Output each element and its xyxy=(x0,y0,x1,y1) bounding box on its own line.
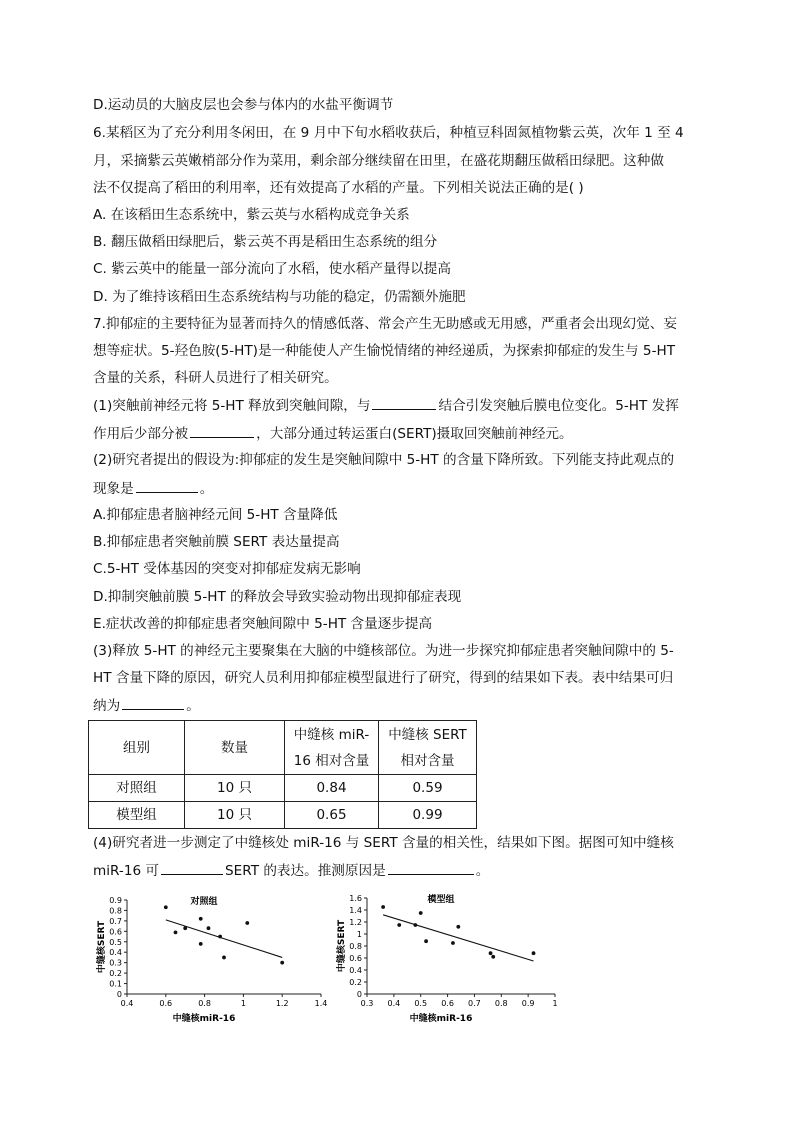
table-cell: 10 只 xyxy=(185,802,285,829)
y-tick-label: 1.6 xyxy=(349,894,362,903)
model-group-scatter xyxy=(335,886,565,1026)
x-tick-label: 0.6 xyxy=(441,999,454,1008)
x-tick-label: 0.7 xyxy=(468,999,481,1008)
q6-option-a: A. 在该稻田生态系统中，紫云英与水稻构成竞争关系 xyxy=(93,207,410,223)
table-cell: 10 只 xyxy=(185,775,285,802)
table-cell: 0.65 xyxy=(285,802,379,829)
q7-part4-line2: miR-16 可 SERT 的表达。推测原因是 。 xyxy=(93,860,489,881)
chart-title: 模型组 xyxy=(427,895,455,905)
x-tick-label: 0.3 xyxy=(360,999,374,1008)
table-cell: 模型组 xyxy=(89,802,185,829)
x-tick-label: 0.8 xyxy=(494,999,508,1008)
table-cell: 0.99 xyxy=(379,802,477,829)
data-point xyxy=(532,951,536,955)
y-tick-label: 0.2 xyxy=(109,969,122,979)
data-point xyxy=(218,935,222,939)
data-point xyxy=(424,939,428,943)
trend-line xyxy=(383,915,533,961)
header-sert: 中缝核 SERT 相对含量 xyxy=(379,721,477,775)
q6-stem-3: 法不仅提高了稻田的利用率，还有效提高了水稻的产量。下列相关说法正确的是( ) xyxy=(93,180,584,196)
x-tick-label: 1.4 xyxy=(314,999,328,1008)
trend-line xyxy=(166,920,282,958)
y-tick-label: 0.5 xyxy=(109,937,122,947)
q7-part2-line1: (2)研究者提出的假设为:抑郁症的发生是突触间隙中 5-HT 的含量下降所致。下列能支持此观点的 xyxy=(93,452,675,468)
data-point xyxy=(164,905,168,909)
y-tick-label: 1.4 xyxy=(349,906,362,915)
y-tick-label: 0.2 xyxy=(349,978,362,987)
x-axis-label: 中缝核miR-16 xyxy=(172,1014,236,1024)
x-tick-label: 0.9 xyxy=(521,999,535,1008)
y-tick-label: 0.3 xyxy=(109,958,122,968)
data-point xyxy=(489,951,493,955)
q7-part2-line2: 现象是 。 xyxy=(93,478,213,499)
q7-part4-line1: (4)研究者进一步测定了中缝核处 miR-16 与 SERT 含量的相关性，结果如下图。据图可知中缝核 xyxy=(93,835,674,851)
data-point xyxy=(381,905,385,909)
q7-stem-2: 想等症状。5-羟色胺(5-HT)是一种能使人产生愉悦情绪的神经递质，为探索抑郁症的发生与 5-HT xyxy=(93,343,676,359)
x-tick-label: 0.5 xyxy=(414,999,428,1008)
table-row xyxy=(89,802,477,829)
header-mir16: 中缝核 miR- 16 相对含量 xyxy=(285,721,379,775)
y-tick-label: 0.7 xyxy=(109,916,122,926)
answer-blank[interactable] xyxy=(136,478,198,493)
y-tick-label: 0.4 xyxy=(109,948,122,958)
q7-part1-line2: 作用后少部分被 ，大部分通过转运蛋白(SERT)摄取回突触前神经元。 xyxy=(93,423,573,444)
x-tick-label: 1.2 xyxy=(275,999,289,1008)
y-tick-label: 1.2 xyxy=(349,918,362,927)
x-tick-label: 0.6 xyxy=(159,999,173,1008)
y-axis-label: 中缝核SERT xyxy=(97,920,107,974)
y-tick-label: 0.1 xyxy=(109,979,122,989)
data-point xyxy=(245,921,249,925)
q7-part1-line1: (1)突触前神经元将 5-HT 释放到突触间隙，与 结合引发突触后膜电位变化。5-HT 发挥 xyxy=(93,395,679,416)
results-table xyxy=(88,720,477,829)
data-point xyxy=(397,923,401,927)
q7-part2-option-d: D.抑制突触前膜 5-HT 的释放会导致实验动物出现抑郁症表现 xyxy=(93,589,462,605)
q7-part3-line3: 纳为 。 xyxy=(93,695,200,716)
control-group-scatter xyxy=(95,886,335,1026)
data-point xyxy=(183,926,187,930)
answer-blank[interactable] xyxy=(190,423,254,438)
data-point xyxy=(199,942,203,946)
data-point xyxy=(456,925,460,929)
y-tick-label: 0.9 xyxy=(109,896,122,905)
q6-stem-1: 6.某稻区为了充分利用冬闲田，在 9 月中下旬水稻收获后，种植豆科固氮植物紫云英，次年 1 至 4 xyxy=(93,125,684,141)
q6-option-d: D. 为了维持该稻田生态系统结构与功能的稳定，仍需额外施肥 xyxy=(93,289,466,305)
q6-option-b: B. 翻压做稻田绿肥后，紫云英不再是稻田生态系统的组分 xyxy=(93,234,438,250)
y-tick-label: 0.6 xyxy=(109,927,122,937)
y-tick-label: 0.8 xyxy=(109,906,122,916)
header-group: 组别 xyxy=(89,721,185,775)
data-point xyxy=(413,923,417,927)
data-point xyxy=(419,911,423,915)
y-axis-label: 中缝核SERT xyxy=(337,919,347,973)
q7-part2-option-a: A.抑郁症患者脑神经元间 5-HT 含量降低 xyxy=(93,507,338,523)
data-point xyxy=(451,941,455,945)
x-tick-label: 1 xyxy=(240,999,246,1008)
q7-stem-1: 7.抑郁症的主要特征为显著而持久的情感低落、常会产生无助感或无用感，严重者会出现幻觉、妄 xyxy=(93,316,677,332)
q7-part3-line1: (3)释放 5-HT 的神经元主要聚集在大脑的中缝核部位。为进一步探究抑郁症患者突触间隙中的 5- xyxy=(93,643,674,659)
answer-blank[interactable] xyxy=(122,695,184,710)
table-cell: 0.59 xyxy=(379,775,477,802)
table-cell: 0.84 xyxy=(285,775,379,802)
q6-stem-2: 月，采摘紫云英嫩梢部分作为菜用，剩余部分继续留在田里，在盛花期翻压做稻田绿肥。这种做 xyxy=(93,153,664,169)
q7-stem-3: 含量的关系，科研人员进行了相关研究。 xyxy=(93,370,338,386)
q7-part2-option-e: E.症状改善的抑郁症患者突触间隙中 5-HT 含量逐步提高 xyxy=(93,616,433,632)
table-row xyxy=(89,775,477,802)
header-count: 数量 xyxy=(185,721,285,775)
data-point xyxy=(222,956,226,960)
y-tick-label: 0.4 xyxy=(349,966,362,975)
x-tick-label: 1 xyxy=(552,999,558,1008)
answer-blank[interactable] xyxy=(388,860,474,875)
data-point xyxy=(199,917,203,921)
table-header-row xyxy=(89,721,477,775)
x-axis-label: 中缝核miR-16 xyxy=(409,1014,473,1024)
data-point xyxy=(280,961,284,965)
chart-title: 对照组 xyxy=(190,897,218,907)
table-cell: 对照组 xyxy=(89,775,185,802)
y-tick-label: 0 xyxy=(356,990,362,999)
data-point xyxy=(491,955,495,959)
y-tick-label: 0.6 xyxy=(349,954,362,963)
q7-part2-option-b: B.抑郁症患者突触前膜 SERT 表达量提高 xyxy=(93,534,340,550)
answer-blank[interactable] xyxy=(161,860,223,875)
y-tick-label: 0.8 xyxy=(349,942,362,951)
x-tick-label: 0.8 xyxy=(198,999,211,1008)
answer-blank[interactable] xyxy=(372,395,436,410)
y-tick-label: 0 xyxy=(116,990,122,999)
y-tick-label: 1 xyxy=(356,930,362,939)
data-point xyxy=(174,930,178,934)
x-tick-label: 0.4 xyxy=(387,999,401,1008)
q7-part3-line2: HT 含量下降的原因，研究人员利用抑郁症模型鼠进行了研究，得到的结果如下表。表中结果可归 xyxy=(93,670,674,686)
x-tick-label: 0.4 xyxy=(120,999,134,1008)
q7-part2-option-c: C.5-HT 受体基因的突变对抑郁症发病无影响 xyxy=(93,561,361,577)
option-d-q5: D.运动员的大脑皮层也会参与体内的水盐平衡调节 xyxy=(93,97,394,113)
q6-option-c: C. 紫云英中的能量一部分流向了水稻，使水稻产量得以提高 xyxy=(93,261,451,277)
data-point xyxy=(207,926,211,930)
